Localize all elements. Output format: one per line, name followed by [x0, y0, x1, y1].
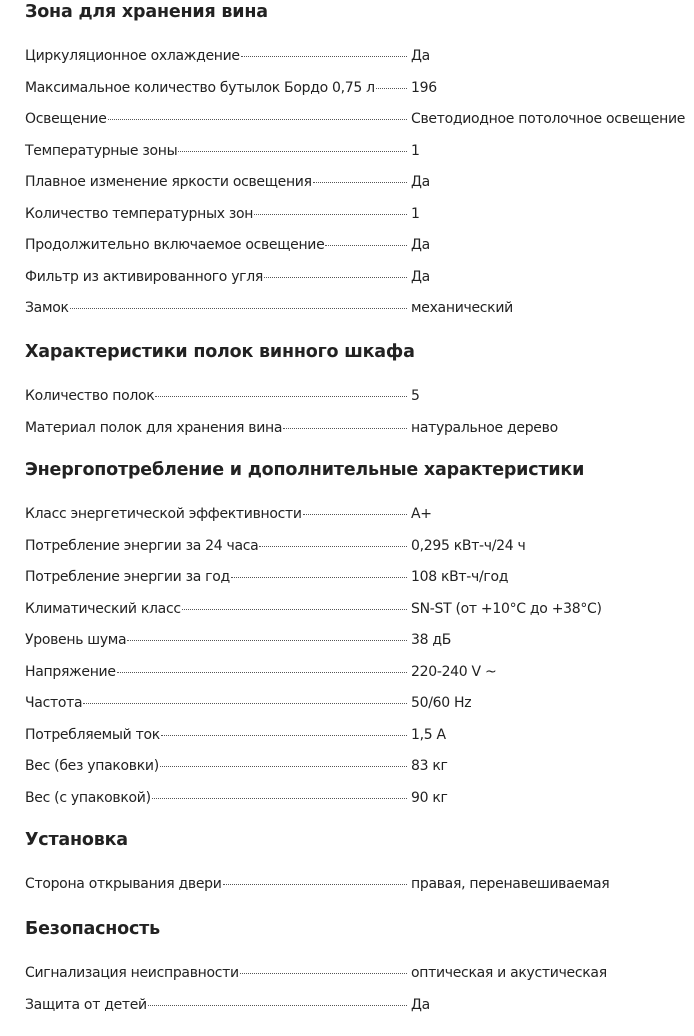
spec-section — [25, 917, 694, 1021]
spec-label: Уровень шума — [25, 632, 127, 648]
spec-label: Замок — [25, 300, 69, 316]
dotted-leader — [303, 514, 407, 515]
spec-label-group — [25, 869, 407, 901]
spec-value: 1 — [411, 205, 420, 222]
spec-label-group — [25, 625, 407, 657]
spec-label-group — [25, 41, 407, 73]
spec-value: 90 кг — [411, 789, 448, 806]
dotted-leader — [182, 609, 407, 610]
spec-value: A+ — [411, 506, 432, 522]
spec-list — [25, 958, 694, 1021]
spec-list — [25, 41, 694, 325]
dotted-leader — [108, 119, 407, 120]
spec-label-group — [25, 199, 407, 231]
spec-section — [25, 0, 694, 325]
spec-row — [25, 413, 694, 445]
spec-label-group — [25, 381, 407, 413]
spec-label-group — [25, 958, 407, 990]
spec-label: Количество полок — [25, 388, 155, 404]
spec-row — [25, 869, 694, 901]
spec-value: 196 — [411, 79, 437, 96]
spec-row — [25, 167, 694, 199]
spec-label-group — [25, 688, 407, 720]
spec-label: Фильтр из активированного угля — [25, 268, 264, 285]
dotted-leader — [240, 973, 407, 974]
spec-list — [25, 869, 694, 901]
spec-value: 38 дБ — [411, 632, 452, 648]
spec-label: Потребление энергии за 24 часа — [25, 537, 259, 554]
spec-value: 1 — [411, 142, 420, 159]
spec-section — [25, 340, 694, 444]
spec-row — [25, 958, 694, 990]
spec-value: SN-ST (от +10°C до +38°C) — [411, 600, 602, 617]
dotted-leader — [83, 703, 407, 704]
spec-row — [25, 73, 694, 105]
dotted-leader — [241, 56, 407, 57]
spec-label-group — [25, 990, 407, 1022]
dotted-leader — [376, 88, 407, 89]
spec-label-group — [25, 783, 407, 815]
spec-label-group — [25, 562, 407, 594]
dotted-leader — [152, 798, 407, 799]
spec-value: 83 кг — [411, 758, 448, 774]
dotted-leader — [325, 245, 407, 246]
spec-value: правая, перенавешиваемая — [411, 876, 610, 892]
spec-value: механический — [411, 300, 513, 316]
spec-row — [25, 104, 694, 136]
spec-value: Да — [411, 268, 430, 285]
dotted-leader — [161, 735, 407, 736]
spec-label-group — [25, 262, 407, 294]
spec-row — [25, 199, 694, 231]
spec-label: Климатический класс — [25, 600, 181, 617]
spec-row — [25, 990, 694, 1022]
spec-label: Максимальное количество бутылок Бордо 0,75 л — [25, 79, 375, 96]
section-title: Безопасность — [25, 919, 160, 939]
dotted-leader — [160, 766, 407, 767]
spec-row — [25, 594, 694, 626]
spec-label: Плавное изменение яркости освещения — [25, 174, 312, 190]
spec-row — [25, 657, 694, 689]
spec-row — [25, 41, 694, 73]
spec-value: 1,5 A — [411, 726, 446, 743]
spec-value: 0,295 кВт-ч/24 ч — [411, 537, 526, 554]
spec-label: Потребляемый ток — [25, 726, 160, 743]
dotted-leader — [127, 640, 407, 641]
spec-label: Температурные зоны — [25, 142, 178, 159]
spec-value: Да — [411, 48, 430, 64]
spec-label-group — [25, 136, 407, 168]
dotted-leader — [259, 546, 407, 547]
dotted-leader — [283, 428, 407, 429]
spec-row — [25, 381, 694, 413]
spec-label-group — [25, 657, 407, 689]
section-title: Зона для хранения вина — [25, 2, 268, 22]
spec-label: Частота — [25, 695, 83, 711]
spec-label: Вес (с упаковкой) — [25, 789, 151, 806]
spec-row — [25, 688, 694, 720]
spec-value: натуральное дерево — [411, 419, 558, 436]
spec-label: Напряжение — [25, 663, 116, 680]
spec-label: Сторона открывания двери — [25, 876, 222, 892]
spec-section — [25, 458, 694, 814]
section-title: Установка — [25, 830, 128, 850]
spec-label: Освещение — [25, 111, 107, 127]
spec-value: Светодиодное потолочное освещение — [411, 111, 686, 127]
spec-row — [25, 262, 694, 294]
spec-section — [25, 828, 694, 901]
spec-row — [25, 230, 694, 262]
spec-label: Материал полок для хранения вина — [25, 419, 283, 436]
spec-label-group — [25, 413, 407, 445]
dotted-leader — [148, 1005, 407, 1006]
dotted-leader — [223, 884, 407, 885]
spec-label-group — [25, 73, 407, 105]
spec-value: 220-240 V ~ — [411, 663, 497, 680]
spec-row — [25, 531, 694, 563]
spec-label: Класс энергетической эффективности — [25, 506, 302, 522]
spec-row — [25, 783, 694, 815]
spec-row — [25, 293, 694, 325]
dotted-leader — [155, 396, 407, 397]
spec-label: Защита от детей — [25, 996, 147, 1013]
spec-label: Вес (без упаковки) — [25, 758, 159, 774]
spec-label: Сигнализация неисправности — [25, 965, 239, 981]
spec-label-group — [25, 720, 407, 752]
spec-row — [25, 499, 694, 531]
spec-label: Потребление энергии за год — [25, 569, 230, 585]
spec-value: оптическая и акустическая — [411, 965, 607, 981]
dotted-leader — [231, 577, 407, 578]
spec-label: Продолжительно включаемое освещение — [25, 237, 325, 253]
spec-label-group — [25, 167, 407, 199]
spec-label: Циркуляционное охлаждение — [25, 48, 240, 64]
spec-label-group — [25, 594, 407, 626]
spec-label-group — [25, 751, 407, 783]
spec-value: Да — [411, 996, 430, 1013]
spec-label: Количество температурных зон — [25, 205, 254, 222]
dotted-leader — [254, 214, 407, 215]
dotted-leader — [313, 182, 407, 183]
spec-row — [25, 751, 694, 783]
spec-value: Да — [411, 174, 430, 190]
spec-row — [25, 562, 694, 594]
dotted-leader — [264, 277, 407, 278]
spec-list — [25, 381, 694, 444]
section-title: Энергопотребление и дополнительные характеристики — [25, 460, 585, 480]
spec-list — [25, 499, 694, 814]
spec-value: 50/60 Hz — [411, 695, 472, 711]
spec-label-group — [25, 230, 407, 262]
spec-label-group — [25, 293, 407, 325]
spec-value: 5 — [411, 388, 420, 404]
spec-label-group — [25, 104, 407, 136]
spec-row — [25, 720, 694, 752]
dotted-leader — [178, 151, 407, 152]
section-title: Характеристики полок винного шкафа — [25, 342, 415, 362]
spec-value: 108 кВт-ч/год — [411, 569, 509, 585]
dotted-leader — [70, 308, 407, 309]
spec-label-group — [25, 531, 407, 563]
spec-row — [25, 136, 694, 168]
spec-row — [25, 625, 694, 657]
spec-label-group — [25, 499, 407, 531]
spec-value: Да — [411, 237, 430, 253]
dotted-leader — [117, 672, 407, 673]
